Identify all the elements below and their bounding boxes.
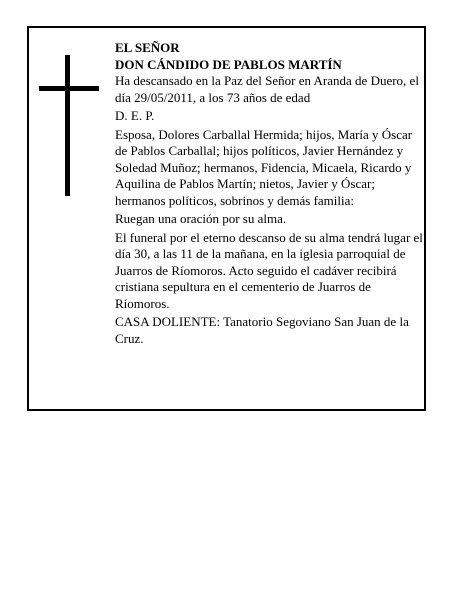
family-list: Esposa, Dolores Carballal Hermida; hijos, María y Óscar de Pablos Carballal; hijos políticos, Javier Hernández y Soledad Muñoz; hermanos, Fidencia, Micaela, Ricardo y Aquilina de Pablos Martín; nietos, Javier y Óscar; hermanos políticos, sobrinos y demás familia: [115, 126, 413, 208]
cross-icon [39, 55, 99, 196]
dep-line: D. E. P. [115, 108, 155, 123]
deceased-name: DON CÁNDIDO DE PABLOS MARTÍN [115, 56, 342, 72]
funeral-details: El funeral por el eterno descanso de su alma tendrá lugar el día 30, a las 11 de la mañana, en la iglesia parroquial de Juarros de Ríomoros. Acto seguido el cadáver recibirá cristiana sepultura en el cementerio de Juarros de Ríomoros. [115, 229, 423, 311]
death-announcement: Ha descansado en la Paz del Señor en Aranda de Duero, el día 29/05/2011, a los 73 años de edad [115, 73, 419, 105]
obituary-frame [27, 26, 426, 411]
cross-vertical-bar [65, 55, 70, 196]
obituary-text [115, 40, 423, 349]
obituary-heading: EL SEÑOR [115, 40, 180, 55]
mourning-house: CASA DOLIENTE: Tanatorio Segoviano San Juan de la Cruz. [115, 314, 409, 346]
prayer-request: Ruegan una oración por su alma. [115, 211, 287, 226]
cross-horizontal-bar [39, 86, 99, 91]
